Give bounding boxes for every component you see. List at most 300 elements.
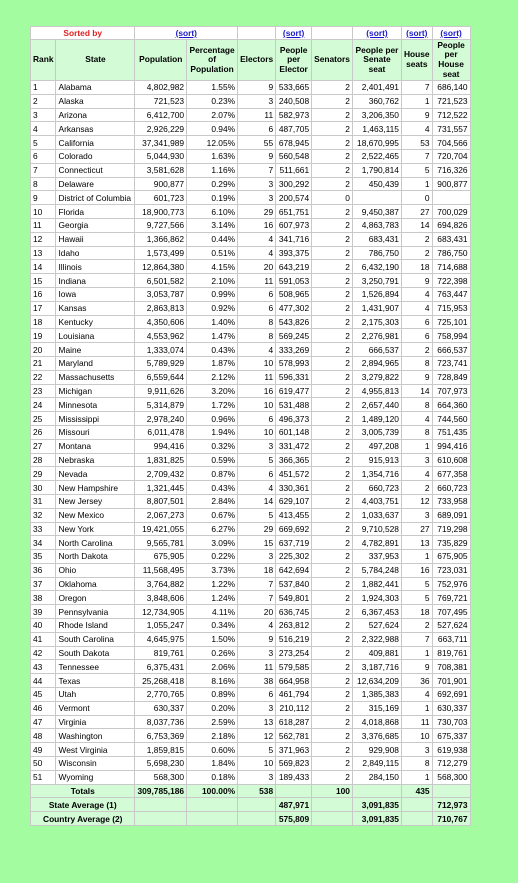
cell-people-per-house-seat: 728,849 xyxy=(432,370,470,384)
table-row xyxy=(31,149,471,163)
cell-senators: 2 xyxy=(312,218,353,232)
table-row xyxy=(31,94,471,108)
cell-house-seats: 4 xyxy=(401,412,432,426)
cell-percentage: 1.16% xyxy=(187,163,238,177)
cell-electors: 5 xyxy=(238,453,276,467)
cell-people-per-elector: 582,973 xyxy=(276,108,312,122)
cell-people-per-house-seat xyxy=(432,191,470,205)
cell-percentage: 0.96% xyxy=(187,412,238,426)
table-row xyxy=(31,619,471,633)
cell-state: Maryland xyxy=(56,356,135,370)
cell-senators: 2 xyxy=(312,108,353,122)
total-population: 309,785,186 xyxy=(135,784,187,798)
sorted-by-label: Sorted by xyxy=(31,27,135,40)
table-row xyxy=(31,715,471,729)
cell-people-per-house-seat: 666,537 xyxy=(432,343,470,357)
table-row xyxy=(31,770,471,784)
cell-rank: 1 xyxy=(31,81,56,95)
cell-percentage: 0.60% xyxy=(187,743,238,757)
cell-electors: 14 xyxy=(238,494,276,508)
cell-population: 1,333,074 xyxy=(135,343,187,357)
cell-senators: 2 xyxy=(312,743,353,757)
cell-people-per-elector: 263,812 xyxy=(276,619,312,633)
cell-rank: 42 xyxy=(31,646,56,660)
cell-electors: 10 xyxy=(238,398,276,412)
cell-senators: 2 xyxy=(312,177,353,191)
cell-senators: 2 xyxy=(312,536,353,550)
header-senators: Senators xyxy=(312,40,353,81)
cell-state: New Hampshire xyxy=(56,481,135,495)
cell-rank: 38 xyxy=(31,591,56,605)
cell-people-per-elector: 496,373 xyxy=(276,412,312,426)
cell-rank: 39 xyxy=(31,605,56,619)
cell-people-per-senate-seat: 409,881 xyxy=(352,646,401,660)
cell-rank: 49 xyxy=(31,743,56,757)
cell-senators: 2 xyxy=(312,122,353,136)
cell-senators: 2 xyxy=(312,287,353,301)
cell-senators: 2 xyxy=(312,688,353,702)
cell-people-per-senate-seat: 284,150 xyxy=(352,770,401,784)
cell-people-per-house-seat: 692,691 xyxy=(432,688,470,702)
cell-state: Iowa xyxy=(56,287,135,301)
cell-people-per-elector: 511,661 xyxy=(276,163,312,177)
table-row xyxy=(31,287,471,301)
cell-people-per-elector: 619,477 xyxy=(276,384,312,398)
cell-population: 1,573,499 xyxy=(135,246,187,260)
cell-people-per-senate-seat: 1,354,716 xyxy=(352,467,401,481)
cell-senators: 2 xyxy=(312,660,353,674)
cell-population: 2,709,432 xyxy=(135,467,187,481)
cell-house-seats: 11 xyxy=(401,715,432,729)
cell-people-per-senate-seat: 4,782,891 xyxy=(352,536,401,550)
cell-percentage: 1.72% xyxy=(187,398,238,412)
cell-house-seats: 2 xyxy=(401,619,432,633)
cell-electors: 3 xyxy=(238,94,276,108)
cell-electors: 4 xyxy=(238,246,276,260)
cell-senators: 2 xyxy=(312,729,353,743)
cell-rank: 43 xyxy=(31,660,56,674)
cell-people-per-senate-seat: 2,401,491 xyxy=(352,81,401,95)
cell-house-seats: 6 xyxy=(401,329,432,343)
cell-population: 6,559,644 xyxy=(135,370,187,384)
table-row xyxy=(31,329,471,343)
cell-senators: 2 xyxy=(312,619,353,633)
cell-population: 4,553,962 xyxy=(135,329,187,343)
cell-rank: 16 xyxy=(31,287,56,301)
cell-house-seats: 5 xyxy=(401,591,432,605)
cell-state: North Dakota xyxy=(56,550,135,564)
cell-people-per-elector: 642,694 xyxy=(276,563,312,577)
cell-people-per-house-seat: 722,398 xyxy=(432,274,470,288)
cell-people-per-senate-seat: 2,276,981 xyxy=(352,329,401,343)
cell-percentage: 4.15% xyxy=(187,260,238,274)
cell-people-per-house-seat: 689,091 xyxy=(432,508,470,522)
cell-population: 721,523 xyxy=(135,94,187,108)
cell-state: North Carolina xyxy=(56,536,135,550)
cell-people-per-elector: 341,716 xyxy=(276,232,312,246)
cell-electors: 6 xyxy=(238,412,276,426)
table-row xyxy=(31,315,471,329)
cell-population: 1,366,862 xyxy=(135,232,187,246)
cell-percentage: 0.99% xyxy=(187,287,238,301)
cell-senators: 2 xyxy=(312,356,353,370)
cell-people-per-senate-seat: 660,723 xyxy=(352,481,401,495)
cell-population: 9,727,566 xyxy=(135,218,187,232)
cell-electors: 29 xyxy=(238,522,276,536)
cell-population: 18,900,773 xyxy=(135,205,187,219)
cell-senators: 2 xyxy=(312,563,353,577)
table-row xyxy=(31,205,471,219)
cell-percentage: 0.43% xyxy=(187,481,238,495)
cell-people-per-senate-seat: 5,784,248 xyxy=(352,563,401,577)
cell-people-per-house-seat: 714,688 xyxy=(432,260,470,274)
cell-people-per-senate-seat: 4,955,813 xyxy=(352,384,401,398)
cell-senators: 2 xyxy=(312,605,353,619)
cell-percentage: 0.32% xyxy=(187,439,238,453)
cell-rank: 50 xyxy=(31,757,56,771)
cell-house-seats: 18 xyxy=(401,260,432,274)
cell-senators: 2 xyxy=(312,343,353,357)
cell-people-per-senate-seat: 360,762 xyxy=(352,94,401,108)
cell-house-seats: 16 xyxy=(401,563,432,577)
cell-house-seats: 8 xyxy=(401,757,432,771)
cell-rank: 20 xyxy=(31,343,56,357)
cell-people-per-elector: 516,219 xyxy=(276,632,312,646)
cell-people-per-elector: 330,361 xyxy=(276,481,312,495)
cell-population: 9,565,781 xyxy=(135,536,187,550)
cell-state: New York xyxy=(56,522,135,536)
table-row xyxy=(31,301,471,315)
cell-senators: 2 xyxy=(312,467,353,481)
sort-population-link[interactable]: (sort) xyxy=(135,27,238,40)
sort-people-per-house-link[interactable]: (sort) xyxy=(432,27,470,40)
cell-people-per-senate-seat: 3,376,685 xyxy=(352,729,401,743)
cell-people-per-senate-seat: 1,882,441 xyxy=(352,577,401,591)
cell-people-per-house-seat: 752,976 xyxy=(432,577,470,591)
table-row xyxy=(31,384,471,398)
cell-state: Nevada xyxy=(56,467,135,481)
cell-electors: 18 xyxy=(238,563,276,577)
cell-senators: 2 xyxy=(312,770,353,784)
header-electors: Electors xyxy=(238,40,276,81)
country-average-people-per-senate-seat: 3,091,835 xyxy=(352,812,401,826)
cell-electors: 9 xyxy=(238,632,276,646)
cell-people-per-elector: 225,302 xyxy=(276,550,312,564)
cell-senators: 2 xyxy=(312,246,353,260)
cell-rank: 46 xyxy=(31,701,56,715)
cell-people-per-house-seat: 900,877 xyxy=(432,177,470,191)
table-row xyxy=(31,370,471,384)
cell-population: 12,864,380 xyxy=(135,260,187,274)
cell-people-per-house-seat: 763,447 xyxy=(432,287,470,301)
cell-percentage: 3.14% xyxy=(187,218,238,232)
cell-state: Illinois xyxy=(56,260,135,274)
cell-population: 12,734,905 xyxy=(135,605,187,619)
cell-population: 5,789,929 xyxy=(135,356,187,370)
cell-electors: 20 xyxy=(238,605,276,619)
cell-electors: 29 xyxy=(238,205,276,219)
cell-people-per-senate-seat: 2,522,465 xyxy=(352,149,401,163)
cell-rank: 47 xyxy=(31,715,56,729)
cell-state: South Carolina xyxy=(56,632,135,646)
cell-electors: 7 xyxy=(238,591,276,605)
cell-rank: 35 xyxy=(31,550,56,564)
cell-population: 4,645,975 xyxy=(135,632,187,646)
cell-house-seats: 5 xyxy=(401,163,432,177)
cell-state: Montana xyxy=(56,439,135,453)
cell-people-per-senate-seat: 2,322,988 xyxy=(352,632,401,646)
table-row xyxy=(31,674,471,688)
cell-people-per-elector: 629,107 xyxy=(276,494,312,508)
cell-house-seats: 4 xyxy=(401,301,432,315)
cell-percentage: 2.07% xyxy=(187,108,238,122)
cell-population: 11,568,495 xyxy=(135,563,187,577)
cell-electors: 9 xyxy=(238,149,276,163)
cell-senators: 2 xyxy=(312,315,353,329)
cell-senators: 2 xyxy=(312,370,353,384)
cell-people-per-house-seat: 663,711 xyxy=(432,632,470,646)
cell-people-per-senate-seat: 3,005,739 xyxy=(352,425,401,439)
cell-population: 3,764,882 xyxy=(135,577,187,591)
cell-people-per-senate-seat: 1,790,814 xyxy=(352,163,401,177)
cell-state: Massachusetts xyxy=(56,370,135,384)
cell-people-per-elector: 664,958 xyxy=(276,674,312,688)
cell-people-per-house-seat: 707,973 xyxy=(432,384,470,398)
cell-electors: 3 xyxy=(238,646,276,660)
cell-state: New Jersey xyxy=(56,494,135,508)
table-row xyxy=(31,177,471,191)
cell-electors: 6 xyxy=(238,301,276,315)
cell-people-per-house-seat: 712,522 xyxy=(432,108,470,122)
cell-rank: 13 xyxy=(31,246,56,260)
table-row xyxy=(31,632,471,646)
header-house-seats: House seats xyxy=(401,40,432,81)
cell-state: Alabama xyxy=(56,81,135,95)
cell-population: 630,337 xyxy=(135,701,187,715)
cell-population: 1,321,445 xyxy=(135,481,187,495)
cell-people-per-senate-seat: 1,431,907 xyxy=(352,301,401,315)
cell-people-per-senate-seat: 527,624 xyxy=(352,619,401,633)
cell-rank: 44 xyxy=(31,674,56,688)
cell-electors: 3 xyxy=(238,550,276,564)
cell-electors: 7 xyxy=(238,163,276,177)
cell-senators: 2 xyxy=(312,232,353,246)
cell-percentage: 1.22% xyxy=(187,577,238,591)
cell-people-per-house-seat: 683,431 xyxy=(432,232,470,246)
table-row xyxy=(31,191,471,205)
cell-electors: 5 xyxy=(238,743,276,757)
cell-population: 8,037,736 xyxy=(135,715,187,729)
cell-people-per-senate-seat: 1,033,637 xyxy=(352,508,401,522)
cell-rank: 24 xyxy=(31,398,56,412)
cell-population: 5,314,879 xyxy=(135,398,187,412)
cell-people-per-house-seat: 707,495 xyxy=(432,605,470,619)
cell-rank: 30 xyxy=(31,481,56,495)
cell-rank: 25 xyxy=(31,412,56,426)
table-row xyxy=(31,494,471,508)
cell-people-per-elector: 461,794 xyxy=(276,688,312,702)
cell-percentage: 2.12% xyxy=(187,370,238,384)
cell-people-per-elector: 562,781 xyxy=(276,729,312,743)
cell-house-seats: 0 xyxy=(401,191,432,205)
header-percentage: Percentage of Population xyxy=(187,40,238,81)
cell-percentage: 0.94% xyxy=(187,122,238,136)
table-row xyxy=(31,591,471,605)
cell-rank: 6 xyxy=(31,149,56,163)
cell-house-seats: 4 xyxy=(401,122,432,136)
cell-people-per-elector: 537,840 xyxy=(276,577,312,591)
cell-electors: 10 xyxy=(238,356,276,370)
cell-rank: 5 xyxy=(31,136,56,150)
cell-people-per-elector: 200,574 xyxy=(276,191,312,205)
cell-people-per-senate-seat: 683,431 xyxy=(352,232,401,246)
cell-state: Rhode Island xyxy=(56,619,135,633)
cell-population: 6,753,369 xyxy=(135,729,187,743)
cell-state: Michigan xyxy=(56,384,135,398)
header-people-per-house-seat: People per House seat xyxy=(432,40,470,81)
cell-state: Oklahoma xyxy=(56,577,135,591)
cell-people-per-senate-seat: 2,849,115 xyxy=(352,757,401,771)
cell-electors: 4 xyxy=(238,232,276,246)
table-row xyxy=(31,660,471,674)
cell-state: Oregon xyxy=(56,591,135,605)
cell-people-per-elector: 189,433 xyxy=(276,770,312,784)
cell-house-seats: 1 xyxy=(401,177,432,191)
country-average-people-per-elector: 575,809 xyxy=(276,812,312,826)
cell-population: 2,863,813 xyxy=(135,301,187,315)
cell-people-per-elector: 549,801 xyxy=(276,591,312,605)
cell-senators: 2 xyxy=(312,301,353,315)
cell-rank: 51 xyxy=(31,770,56,784)
table-row xyxy=(31,343,471,357)
cell-people-per-house-seat: 723,031 xyxy=(432,563,470,577)
cell-people-per-house-seat: 751,435 xyxy=(432,425,470,439)
cell-percentage: 1.94% xyxy=(187,425,238,439)
cell-people-per-senate-seat: 3,279,822 xyxy=(352,370,401,384)
cell-house-seats: 1 xyxy=(401,701,432,715)
cell-population: 819,761 xyxy=(135,646,187,660)
cell-people-per-senate-seat: 2,175,303 xyxy=(352,315,401,329)
header-people-per-senate-seat: People per Senate seat xyxy=(352,40,401,81)
cell-people-per-house-seat: 715,953 xyxy=(432,301,470,315)
cell-electors: 7 xyxy=(238,577,276,591)
state-average-row xyxy=(31,798,471,812)
total-house-seats: 435 xyxy=(401,784,432,798)
cell-people-per-elector: 569,245 xyxy=(276,329,312,343)
cell-people-per-elector: 477,302 xyxy=(276,301,312,315)
cell-house-seats: 53 xyxy=(401,136,432,150)
cell-senators: 2 xyxy=(312,701,353,715)
state-average-people-per-elector: 487,971 xyxy=(276,798,312,812)
cell-senators: 2 xyxy=(312,425,353,439)
cell-percentage: 0.51% xyxy=(187,246,238,260)
cell-people-per-house-seat: 730,703 xyxy=(432,715,470,729)
cell-people-per-senate-seat: 3,206,350 xyxy=(352,108,401,122)
sort-people-per-senate-link[interactable]: (sort) xyxy=(352,27,401,40)
cell-senators: 2 xyxy=(312,632,353,646)
cell-rank: 14 xyxy=(31,260,56,274)
sort-house-seats-link[interactable]: (sort) xyxy=(401,27,432,40)
cell-state: Florida xyxy=(56,205,135,219)
cell-population: 3,581,628 xyxy=(135,163,187,177)
cell-senators: 2 xyxy=(312,591,353,605)
cell-people-per-house-seat: 675,337 xyxy=(432,729,470,743)
cell-senators: 2 xyxy=(312,674,353,688)
cell-state: District of Columbia xyxy=(56,191,135,205)
cell-people-per-house-seat: 712,279 xyxy=(432,757,470,771)
table-row xyxy=(31,757,471,771)
sort-people-per-elector-link[interactable]: (sort) xyxy=(276,27,312,40)
cell-people-per-senate-seat: 315,169 xyxy=(352,701,401,715)
cell-house-seats: 2 xyxy=(401,343,432,357)
cell-population: 2,067,273 xyxy=(135,508,187,522)
table-row xyxy=(31,439,471,453)
cell-percentage: 0.29% xyxy=(187,177,238,191)
cell-people-per-elector: 669,692 xyxy=(276,522,312,536)
table-row xyxy=(31,136,471,150)
cell-senators: 2 xyxy=(312,577,353,591)
cell-state: Mississippi xyxy=(56,412,135,426)
totals-label: Totals xyxy=(31,784,135,798)
cell-electors: 3 xyxy=(238,191,276,205)
cell-population: 1,831,825 xyxy=(135,453,187,467)
table-row xyxy=(31,481,471,495)
cell-state: West Virginia xyxy=(56,743,135,757)
cell-people-per-house-seat: 769,721 xyxy=(432,591,470,605)
state-average-people-per-house-seat: 712,973 xyxy=(432,798,470,812)
table-container xyxy=(30,26,471,826)
cell-house-seats: 3 xyxy=(401,743,432,757)
cell-electors: 8 xyxy=(238,315,276,329)
cell-house-seats: 12 xyxy=(401,494,432,508)
cell-percentage: 0.92% xyxy=(187,301,238,315)
cell-rank: 29 xyxy=(31,467,56,481)
cell-people-per-house-seat: 568,300 xyxy=(432,770,470,784)
cell-state: Arkansas xyxy=(56,122,135,136)
cell-electors: 11 xyxy=(238,370,276,384)
cell-people-per-senate-seat: 450,439 xyxy=(352,177,401,191)
cell-electors: 16 xyxy=(238,218,276,232)
cell-people-per-elector: 240,508 xyxy=(276,94,312,108)
cell-electors: 4 xyxy=(238,481,276,495)
cell-electors: 6 xyxy=(238,122,276,136)
cell-percentage: 2.59% xyxy=(187,715,238,729)
cell-senators: 2 xyxy=(312,398,353,412)
cell-electors: 55 xyxy=(238,136,276,150)
cell-people-per-elector: 591,053 xyxy=(276,274,312,288)
cell-people-per-elector: 601,148 xyxy=(276,425,312,439)
cell-people-per-house-seat: 758,994 xyxy=(432,329,470,343)
header-people-per-elector: People per Elector xyxy=(276,40,312,81)
cell-rank: 33 xyxy=(31,522,56,536)
cell-house-seats: 1 xyxy=(401,550,432,564)
cell-electors: 20 xyxy=(238,260,276,274)
cell-percentage: 1.84% xyxy=(187,757,238,771)
cell-state: Wyoming xyxy=(56,770,135,784)
cell-percentage: 0.26% xyxy=(187,646,238,660)
cell-state: Idaho xyxy=(56,246,135,260)
table-row xyxy=(31,536,471,550)
cell-rank: 19 xyxy=(31,329,56,343)
cell-senators: 2 xyxy=(312,274,353,288)
cell-percentage: 8.16% xyxy=(187,674,238,688)
cell-percentage: 1.55% xyxy=(187,81,238,95)
cell-house-seats: 8 xyxy=(401,398,432,412)
cell-percentage: 1.87% xyxy=(187,356,238,370)
cell-people-per-house-seat: 701,901 xyxy=(432,674,470,688)
cell-people-per-senate-seat: 337,953 xyxy=(352,550,401,564)
cell-rank: 4 xyxy=(31,122,56,136)
